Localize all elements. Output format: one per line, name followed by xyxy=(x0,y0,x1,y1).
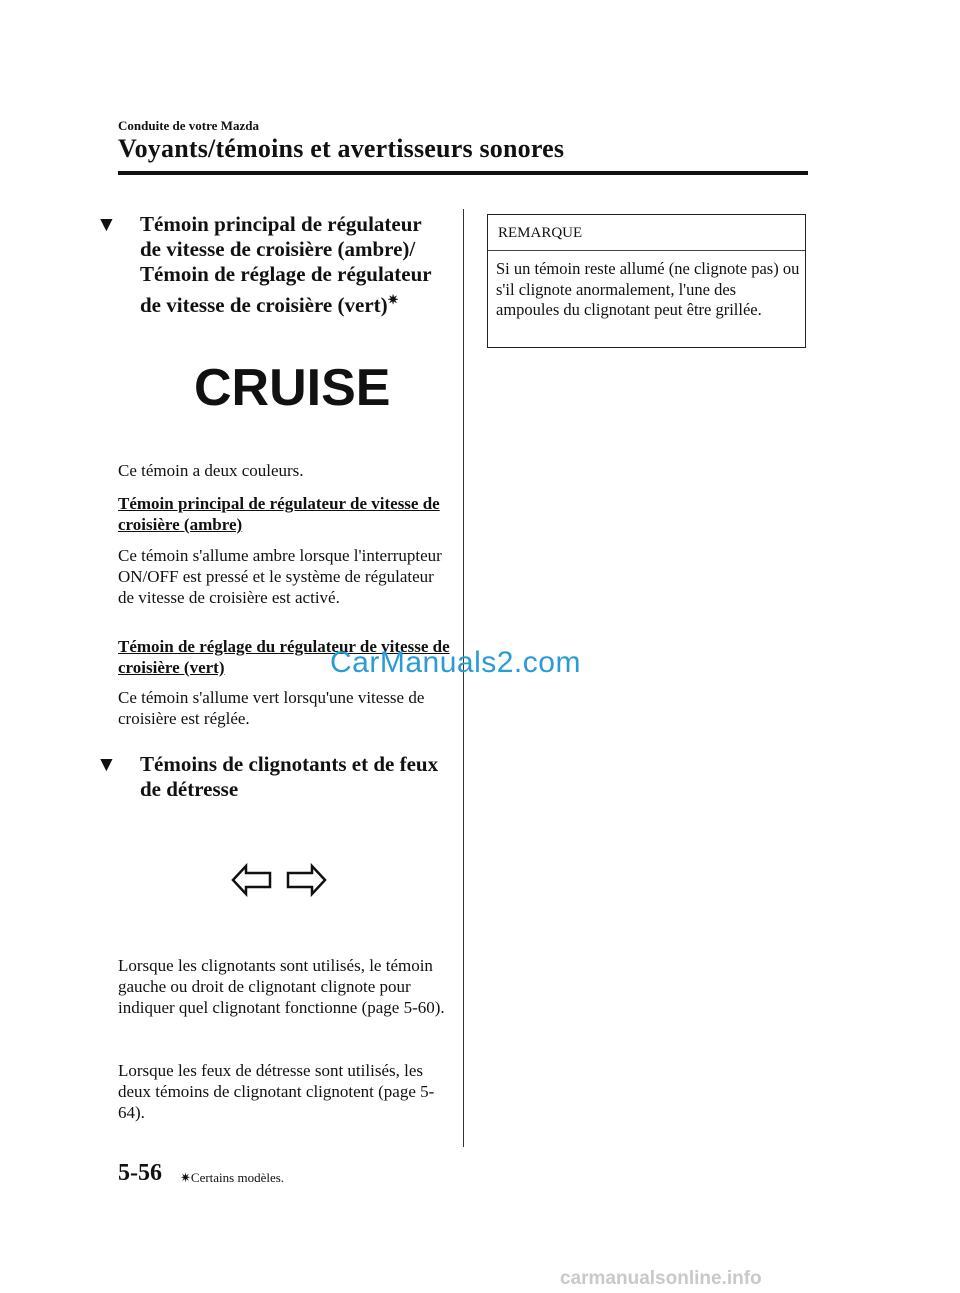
turn-signal-text: Lorsque les clignotants sont utilisés, le témoin gauche ou droit de clignotant clignote pour indiquer quel clignotant fonctionne (page 5-60). xyxy=(118,956,445,1017)
green-indicator-subtitle: Témoin de réglage du régulateur de vitesse de croisière (vert) xyxy=(118,637,450,677)
note-box xyxy=(487,214,806,348)
cruise-indicator-icon xyxy=(190,355,391,417)
note-text: Si un témoin reste allumé (ne clignote pas) ou s'il clignote anormalement, l'une des ampoules du clignotant peut être grillée. xyxy=(496,259,800,319)
triangle-bullet-icon: ▼ xyxy=(96,212,117,236)
turn-signal-section-heading xyxy=(96,752,439,802)
heading-line: Témoin principal de régulateur xyxy=(140,212,422,236)
hazard-text: Lorsque les feux de détresse sont utilisés, les deux témoins de clignotant clignotent (page 5-64). xyxy=(118,1061,435,1122)
note-title: REMARQUE xyxy=(488,215,805,251)
section-breadcrumb: Conduite de votre Mazda xyxy=(118,118,259,133)
green-indicator-text: Ce témoin s'allume vert lorsqu'une vitesse de croisière est réglée. xyxy=(118,688,425,728)
site-watermark: carmanualsonline.info xyxy=(560,1268,762,1289)
chapter-title: Voyants/témoins et avertisseurs sonores xyxy=(118,134,565,163)
amber-indicator-text: Ce témoin s'allume ambre lorsque l'interrupteur ON/OFF est pressé et le système de régulateur de vitesse de croisière est activé. xyxy=(118,546,442,607)
turn-signal-arrows-icon xyxy=(230,860,330,900)
left-arrow-icon xyxy=(233,866,270,894)
cruise-section-heading xyxy=(96,212,432,318)
footnote xyxy=(180,1170,284,1186)
heading-line: Témoin de réglage de régulateur xyxy=(140,262,432,286)
watermark: CarManuals2.com xyxy=(330,646,581,679)
asterisk-marker: ✷ xyxy=(387,292,399,307)
page-number: 5-56 xyxy=(118,1160,162,1186)
heading-line: Témoins de clignotants et de feux xyxy=(140,752,439,776)
header-rule xyxy=(118,171,808,175)
footnote-text: Certains modèles. xyxy=(190,1170,285,1185)
right-arrow-icon xyxy=(288,866,325,894)
amber-indicator-subtitle: Témoin principal de régulateur de vitesse de croisière (ambre) xyxy=(118,494,440,534)
triangle-bullet-icon: ▼ xyxy=(96,752,117,776)
heading-line: de vitesse de croisière (vert) xyxy=(140,293,388,317)
heading-line: de détresse xyxy=(140,777,239,801)
intro-text: Ce témoin a deux couleurs. xyxy=(118,461,304,480)
heading-line: de vitesse de croisière (ambre)/ xyxy=(140,237,416,261)
cruise-label: CRUISE xyxy=(194,359,391,417)
asterisk-marker: ✷ xyxy=(180,1170,191,1185)
